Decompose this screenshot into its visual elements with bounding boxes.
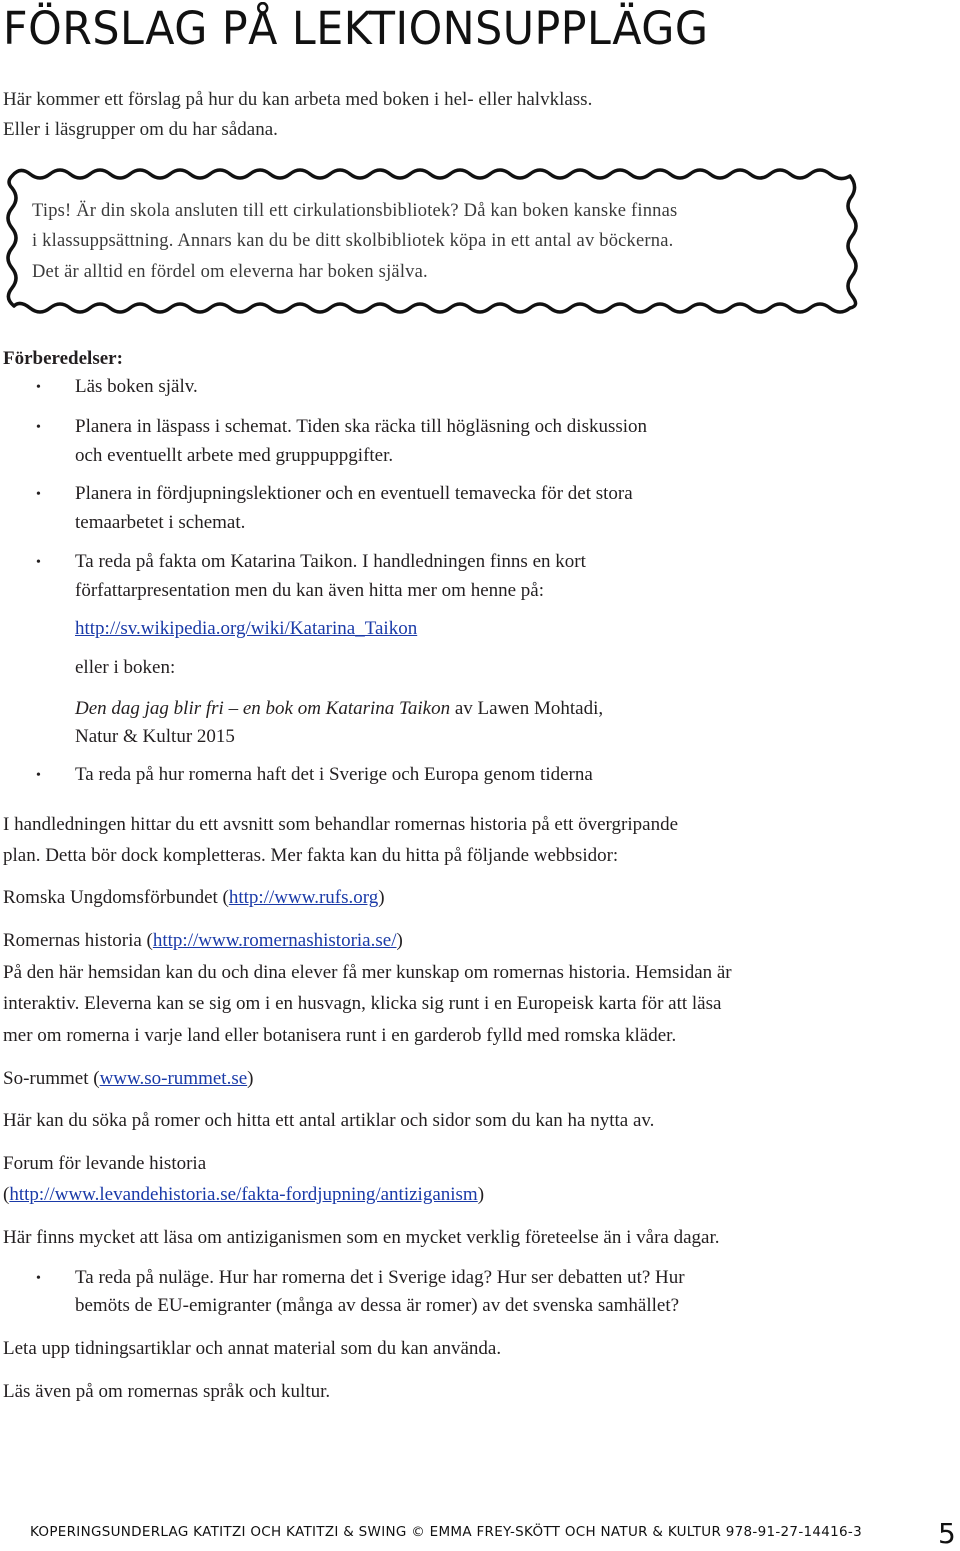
closing-line-1: Leta upp tidningsartiklar och annat material som du kan använda. [3, 1338, 502, 1359]
page-title: FÖRSLAG PÅ LEKTIONSUPPLÄGG [3, 2, 709, 55]
rufs-close: ) [378, 887, 385, 908]
book-reference-line-2: Natur & Kultur 2015 [75, 726, 235, 747]
flh-close: ) [477, 1184, 485, 1205]
bullet-dot-icon: • [36, 768, 41, 783]
romernas-historia-line [3, 930, 403, 952]
prep-bullet-3-line-2: temaarbetet i schemat. [75, 512, 246, 533]
prep-bullet-2-line-2: och eventuellt arbete med gruppuppgifter. [75, 445, 394, 466]
romernashistoria-link[interactable]: http://www.romernashistoria.se/ [152, 930, 397, 951]
bullet-dot-icon: • [36, 380, 41, 395]
so-rummet-link[interactable]: www.so-rummet.se [99, 1068, 248, 1089]
tips-line-2: i klassuppsättning. Annars kan du be ditt skolbibliotek köpa in ett antal av böckerna. [32, 231, 674, 251]
rh-desc-line-3: mer om romerna i varje land eller botanisera runt i en garderob fylld med romska kläder. [3, 1025, 677, 1046]
prep-bullet-5: Ta reda på hur romerna haft det i Sverige och Europa genom tiderna [75, 764, 593, 785]
section2-para-line-2: plan. Detta bör dock kompletteras. Mer fakta kan du hitta på följande webbsidor: [3, 845, 619, 866]
bullet-6-line-2: bemöts de EU-emigranter (många av dessa är romer) av det svenska samhället? [75, 1295, 680, 1316]
or-book-text: eller i boken: [75, 657, 176, 678]
flh-desc: Här finns mycket att läsa om antiziganismen som en mycket verklig företeelse än i våra dagar. [3, 1227, 720, 1248]
rufs-name: Romska Ungdomsförbundet ( [3, 887, 229, 908]
intro-line-2: Eller i läsgrupper om du har sådana. [3, 119, 278, 140]
so-rummet-desc: Här kan du söka på romer och hitta ett antal artiklar och sidor som du kan ha nytta av. [3, 1110, 655, 1131]
flh-open: ( [3, 1184, 10, 1205]
tips-line-1: Tips! Är din skola ansluten till ett cirkulationsbibliotek? Då kan boken kanske finnas [32, 201, 678, 221]
wikipedia-link-wrap [75, 618, 417, 640]
rh-name: Romernas historia ( [3, 930, 153, 951]
flh-name: Forum för levande historia [3, 1153, 207, 1174]
bullet-6-line-1: Ta reda på nuläge. Hur har romerna det i Sverige idag? Hur ser debatten ut? Hur [75, 1267, 685, 1288]
prep-bullet-3-line-1: Planera in fördjupningslektioner och en eventuell temavecka för det stora [75, 483, 633, 504]
so-rummet-line [3, 1068, 253, 1090]
footer-copyright: KOPERINGSUNDERLAG KATITZI OCH KATITZI & SWING © EMMA FREY-SKÖTT OCH NATUR & KULTUR 978-91-27-14416-3 [30, 1524, 862, 1540]
levandehistoria-link[interactable]: http://www.levandehistoria.se/fakta-fordjupning/antiziganism [9, 1184, 478, 1205]
prep-bullet-4-line-1: Ta reda på fakta om Katarina Taikon. I handledningen finns en kort [75, 551, 586, 572]
rufs-link[interactable]: http://www.rufs.org [228, 887, 379, 908]
book-author: av Lawen Mohtadi, [450, 698, 604, 719]
prep-bullet-4-line-2: författarpresentation men du kan även hitta mer om henne på: [75, 580, 545, 601]
bullet-dot-icon: • [36, 420, 41, 435]
rh-close: ) [396, 930, 403, 951]
page-number: 5 [938, 1517, 956, 1550]
bullet-dot-icon: • [36, 487, 41, 502]
rh-desc-line-1: På den här hemsidan kan du och dina elever få mer kunskap om romernas historia. Hemsidan är [3, 962, 732, 983]
so-name: So-rummet ( [3, 1068, 100, 1089]
tips-line-3: Det är alltid en fördel om eleverna har boken själva. [32, 262, 428, 282]
section2-para-line-1: I handledningen hittar du ett avsnitt som behandlar romernas historia på ett övergripande [3, 814, 679, 835]
wikipedia-link[interactable]: http://sv.wikipedia.org/wiki/Katarina_Taikon [75, 618, 418, 639]
prep-heading: Förberedelser: [3, 348, 123, 369]
rh-desc-line-2: interaktiv. Eleverna kan se sig om i en husvagn, klicka sig runt i en Europeisk karta för att läsa [3, 993, 722, 1014]
intro-line-1: Här kommer ett förslag på hur du kan arbeta med boken i hel- eller halvklass. [3, 89, 593, 110]
prep-bullet-2-line-1: Planera in läspass i schemat. Tiden ska räcka till högläsning och diskussion [75, 416, 648, 437]
book-reference-line-1 [75, 698, 603, 720]
bullet-dot-icon: • [36, 555, 41, 570]
so-close: ) [247, 1068, 254, 1089]
rufs-line [3, 887, 385, 909]
prep-bullet-1: Läs boken själv. [75, 376, 198, 397]
closing-line-2: Läs även på om romernas språk och kultur. [3, 1381, 331, 1402]
bullet-dot-icon: • [36, 1271, 41, 1286]
flh-link-line [3, 1184, 484, 1206]
book-title: Den dag jag blir fri – en bok om Katarina Taikon [75, 698, 451, 719]
